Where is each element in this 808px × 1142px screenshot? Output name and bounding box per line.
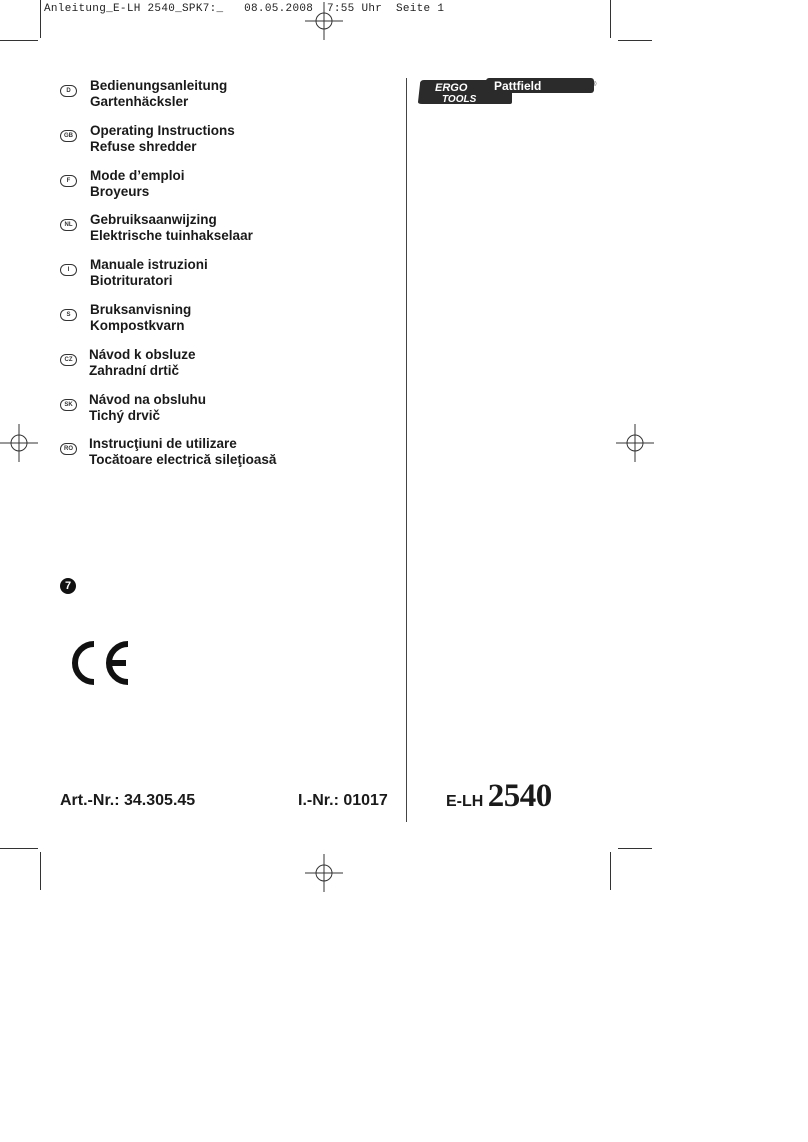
language-badge: SK — [60, 399, 77, 411]
language-subtitle: Broyeurs — [90, 183, 150, 199]
crop-mark — [618, 848, 652, 849]
crop-mark — [40, 852, 41, 890]
language-badge: F — [60, 175, 77, 187]
logo-text-tools: TOOLS — [442, 94, 477, 105]
language-title: Mode d’emploi — [90, 167, 185, 183]
language-badge: D — [60, 85, 77, 97]
print-slug-header: Anleitung_E-LH 2540_SPK7:_ 08.05.2008 7:55 Uhr Seite 1 — [44, 3, 445, 15]
language-subtitle: Elektrische tuinhakselaar — [90, 228, 253, 244]
brand-logo — [416, 78, 598, 106]
language-title: Manuale istruzioni — [90, 257, 208, 273]
language-subtitle: Zahradní drtič — [89, 362, 180, 378]
crop-mark — [0, 40, 38, 41]
language-subtitle: Tocătoare electrică sileţioasă — [89, 452, 277, 468]
column-divider — [406, 78, 407, 822]
language-item-sk — [60, 392, 360, 437]
language-badge: GB — [60, 130, 77, 142]
language-badge: S — [60, 309, 77, 321]
language-badge: CZ — [60, 354, 77, 366]
registration-mark-bottom — [305, 854, 343, 892]
language-list — [60, 78, 360, 481]
language-title: Bedienungsanleitung — [90, 78, 228, 93]
model-prefix: E-LH — [446, 793, 484, 810]
model-designation — [446, 778, 552, 815]
language-badge: NL — [60, 219, 77, 231]
crop-mark — [610, 852, 611, 890]
logo-text-ergo: ERGO — [435, 82, 468, 94]
language-subtitle: Biotrituratori — [90, 273, 173, 289]
model-number: 2540 — [487, 778, 552, 814]
language-title: Návod k obsluze — [89, 346, 196, 362]
crop-mark — [0, 848, 38, 849]
logo-text-pattfield: Pattfield — [494, 79, 542, 93]
article-number: Art.-Nr.: 34.305.45 — [60, 792, 196, 809]
crop-mark — [618, 40, 652, 41]
language-count-badge: 7 — [60, 578, 76, 594]
language-item-d — [60, 78, 360, 123]
language-item-f — [60, 168, 360, 213]
registration-mark-left — [0, 424, 38, 462]
language-badge: I — [60, 264, 77, 276]
language-subtitle: Kompostkvarn — [90, 317, 185, 333]
crop-mark — [40, 0, 41, 38]
language-badge: RO — [60, 443, 77, 455]
crop-mark — [610, 0, 611, 38]
language-title: Instrucţiuni de utilizare — [89, 436, 237, 452]
language-subtitle: Tichý drvič — [89, 407, 161, 423]
ident-number: I.-Nr.: 01017 — [298, 792, 388, 809]
language-item-nl — [60, 212, 360, 257]
language-item-gb — [60, 123, 360, 168]
registration-mark-right — [616, 424, 654, 462]
language-subtitle: Refuse shredder — [90, 138, 197, 154]
language-title: Operating Instructions — [90, 122, 235, 138]
language-item-cz — [60, 347, 360, 392]
language-title: Gebruiksaanwijzing — [90, 212, 217, 228]
language-title: Návod na obsluhu — [89, 391, 207, 407]
registration-mark-top — [305, 2, 343, 40]
language-subtitle: Gartenhäcksler — [90, 94, 189, 109]
language-title: Bruksanvisning — [90, 301, 192, 317]
language-item-s — [60, 302, 360, 347]
logo-registered-mark: ® — [592, 82, 597, 88]
language-item-i — [60, 257, 360, 302]
ce-mark-icon — [66, 640, 132, 686]
language-item-ro — [60, 436, 360, 481]
